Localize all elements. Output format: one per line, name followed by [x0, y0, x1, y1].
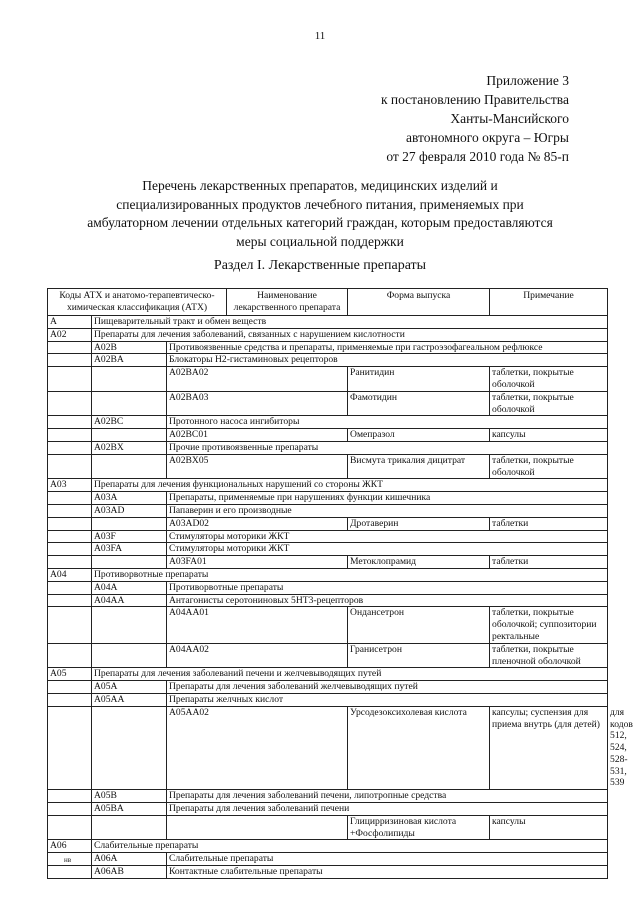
- table-row: [48, 556, 608, 569]
- indent-cell: [48, 706, 92, 790]
- atc-subgroup-code: A04AA: [92, 594, 167, 607]
- indent-cell: [48, 416, 92, 429]
- appendix-line: к постановлению Правительства: [380, 92, 569, 107]
- appendix-line: Приложение 3: [486, 73, 569, 88]
- atc-subgroup-code: A02B: [92, 341, 167, 354]
- table-row: [48, 790, 608, 803]
- header-atc: Коды АТХ и анатомо-терапевтическо-химическая классификация (АТХ): [48, 289, 227, 316]
- indent-cell: [92, 556, 167, 569]
- atc-subgroup-text: Протонного насоса ингибиторы: [167, 416, 608, 429]
- table-row: [48, 354, 608, 367]
- atc-subgroup-text: Препараты для лечения заболеваний печени: [167, 803, 608, 816]
- table-row: [48, 668, 608, 681]
- atc-subgroup-code: A02BX: [92, 441, 167, 454]
- table-row: [48, 517, 608, 530]
- table-row: [48, 504, 608, 517]
- drug-form: таблетки, покрытые оболочкой: [490, 367, 608, 392]
- atc-drug-code: A02BA03: [167, 391, 348, 416]
- drug-form: капсулы; суспензия для приема внутрь (для детей): [490, 706, 608, 790]
- indent-cell: [48, 454, 92, 479]
- header-note: Примечание: [490, 289, 608, 316]
- table-row: [48, 416, 608, 429]
- table-row: [48, 643, 608, 668]
- indent-cell: [48, 341, 92, 354]
- atc-subgroup-text: Слабительные препараты: [167, 853, 608, 866]
- table-row: [48, 367, 608, 392]
- drug-form: капсулы: [490, 815, 608, 840]
- indent-cell: [92, 607, 167, 643]
- drug-name: Метоклопрамид: [348, 556, 490, 569]
- atc-group-code: A04: [48, 568, 92, 581]
- table-row: [48, 840, 608, 853]
- indent-cell: [48, 790, 92, 803]
- atc-drug-code: A02BC01: [167, 429, 348, 442]
- table-row: [48, 341, 608, 354]
- atc-subgroup-text: Противоязвенные средства и препараты, применяемые при гастроэзофагеальном рефлюксе: [167, 341, 608, 354]
- table-row: [48, 479, 608, 492]
- indent-cell: [92, 643, 167, 668]
- table-row: [48, 594, 608, 607]
- atc-subgroup-text: Прочие противоязвенные препараты: [167, 441, 608, 454]
- drug-name: Фамотидин: [348, 391, 490, 416]
- drug-name: Висмута трикалия дицитрат: [348, 454, 490, 479]
- indent-cell: [92, 454, 167, 479]
- atc-drug-code: A04AA02: [167, 643, 348, 668]
- atc-subgroup-code: A05BA: [92, 803, 167, 816]
- indent-cell: [48, 441, 92, 454]
- atc-subgroup-code: A03AD: [92, 504, 167, 517]
- table-row: [48, 681, 608, 694]
- table-row: [48, 568, 608, 581]
- atc-subgroup-code: A06A: [92, 853, 167, 866]
- atc-group-code: A06: [48, 840, 92, 853]
- table-row: [48, 607, 608, 643]
- atc-subgroup-code: A02BC: [92, 416, 167, 429]
- atc-drug-code: A05AA02: [167, 706, 348, 790]
- atc-drug-code: A02BX05: [167, 454, 348, 479]
- table-row: [48, 693, 608, 706]
- indent-cell: [92, 706, 167, 790]
- table-row: [48, 803, 608, 816]
- page-number: 11: [314, 30, 326, 42]
- atc-group-text: Препараты для лечения функциональных нарушений со стороны ЖКТ: [92, 479, 608, 492]
- indent-cell: [92, 391, 167, 416]
- drug-name: Омепразол: [348, 429, 490, 442]
- indent-cell: [48, 429, 92, 442]
- document-title: [70, 177, 570, 251]
- atc-group-text: Препараты для лечения заболеваний печени и желчевыводящих путей: [92, 668, 608, 681]
- atc-drug-code: A03FA01: [167, 556, 348, 569]
- drug-name: Глицирризиновая кислота +Фосфолипиды: [348, 815, 490, 840]
- atc-subgroup-code: A03F: [92, 530, 167, 543]
- atc-group-text: Противорвотные препараты: [92, 568, 608, 581]
- indent-cell: [48, 643, 92, 668]
- atc-drug-code: A04AA01: [167, 607, 348, 643]
- indent-cell: [48, 681, 92, 694]
- table-body: [48, 316, 633, 879]
- atc-group-code: A: [48, 316, 92, 329]
- atc-drug-code: A03AD02: [167, 517, 348, 530]
- drug-form: таблетки: [490, 556, 608, 569]
- appendix-line: Ханты-Мансийского: [450, 111, 569, 126]
- table-row: [48, 581, 608, 594]
- indent-cell: [48, 367, 92, 392]
- drug-name: Гранисетрон: [348, 643, 490, 668]
- atc-subgroup-text: Антагонисты серотониновых 5НТ3-рецепторов: [167, 594, 608, 607]
- drug-name: Урсодезоксихолевая кислота: [348, 706, 490, 790]
- indent-cell: [48, 594, 92, 607]
- indent-cell: [48, 530, 92, 543]
- atc-group-code: A05: [48, 668, 92, 681]
- atc-subgroup-code: A04A: [92, 581, 167, 594]
- atc-subgroup-code: A02BA: [92, 354, 167, 367]
- table-row: [48, 543, 608, 556]
- atc-group-code: A03: [48, 479, 92, 492]
- indent-cell: [92, 815, 167, 840]
- appendix-line: от 27 февраля 2010 года № 85-п: [386, 149, 569, 164]
- atc-group-text: Слабительные препараты: [92, 840, 608, 853]
- atc-subgroup-text: Блокаторы Н2-гистаминовых рецепторов: [167, 354, 608, 367]
- drug-name: Дротаверин: [348, 517, 490, 530]
- drug-form: таблетки, покрытые оболочкой: [490, 391, 608, 416]
- table-row: [48, 328, 608, 341]
- header-name: Наименование лекарственного препарата: [227, 289, 348, 316]
- atc-subgroup-text: Препараты, применяемые при нарушениях функции кишечника: [167, 492, 608, 505]
- title-line: Перечень лекарственных препаратов, медицинских изделий и: [142, 178, 498, 193]
- indent-cell: [48, 866, 92, 879]
- appendix-block: [381, 71, 569, 166]
- indent-cell: [92, 517, 167, 530]
- table-row: [48, 853, 608, 866]
- table-header-row: [48, 289, 608, 316]
- indent-cell: [48, 504, 92, 517]
- indent-cell: [92, 367, 167, 392]
- drug-form: таблетки, покрытые пленочной оболочкой: [490, 643, 608, 668]
- indent-cell: [92, 429, 167, 442]
- table-row: [48, 429, 608, 442]
- drug-form: таблетки: [490, 517, 608, 530]
- atc-subgroup-code: A05B: [92, 790, 167, 803]
- drug-form: таблетки, покрытые оболочкой: [490, 454, 608, 479]
- indent-cell: [48, 543, 92, 556]
- atc-subgroup-code: A03FA: [92, 543, 167, 556]
- atc-drug-code: [167, 815, 348, 840]
- drug-form: таблетки, покрытые оболочкой; суппозитории ректальные: [490, 607, 608, 643]
- drug-form: капсулы: [490, 429, 608, 442]
- header-form: Форма выпуска: [348, 289, 490, 316]
- table-row: [48, 866, 608, 879]
- table-row: [48, 441, 608, 454]
- atc-subgroup-text: Противорвотные препараты: [167, 581, 608, 594]
- table-row: [48, 316, 608, 329]
- atc-subgroup-text: Препараты желчных кислот: [167, 693, 608, 706]
- title-line: меры социальной поддержки: [236, 233, 404, 249]
- title-line: специализированных продуктов лечебного питания, применяемых при: [116, 196, 524, 212]
- table-row: [48, 454, 608, 479]
- indent-cell: [48, 517, 92, 530]
- atc-subgroup-text: Стимуляторы моторики ЖКТ: [167, 530, 608, 543]
- atc-subgroup-text: Стимуляторы моторики ЖКТ: [167, 543, 608, 556]
- table-row: [48, 492, 608, 505]
- indent-cell: [48, 693, 92, 706]
- drug-table: [47, 288, 633, 879]
- atc-subgroup-text: Папаверин и его производные: [167, 504, 608, 517]
- indent-cell: [48, 815, 92, 840]
- indent-cell: [48, 492, 92, 505]
- atc-subgroup-text: Препараты для лечения заболеваний печени, липотропные средства: [167, 790, 608, 803]
- table-row: [48, 391, 608, 416]
- title-line: амбулаторном лечении отдельных категорий граждан, которым предоставляются: [87, 215, 553, 230]
- section-title: Раздел I. Лекарственные препараты: [213, 258, 427, 273]
- atc-subgroup-code: A05AA: [92, 693, 167, 706]
- appendix-line: автономного округа – Югры: [406, 130, 569, 145]
- indent-cell: [48, 556, 92, 569]
- indent-cell: [48, 581, 92, 594]
- indent-cell: [48, 391, 92, 416]
- atc-subgroup-code: A03A: [92, 492, 167, 505]
- atc-group-text: Пищеварительный тракт и обмен веществ: [92, 316, 608, 329]
- atc-subgroup-code: A06AB: [92, 866, 167, 879]
- atc-group-code: A02: [48, 328, 92, 341]
- indent-cell: [48, 607, 92, 643]
- indent-cell: [48, 354, 92, 367]
- table-row: A05AA02 Урсодезоксихолевая кислота капсулы; суспензия для приема внутрь (для детей) для кодов 512, 524, 528-531, 539: [48, 706, 608, 790]
- drug-name: Ондансетрон: [348, 607, 490, 643]
- table-row: [48, 530, 608, 543]
- atc-subgroup-code: A05A: [92, 681, 167, 694]
- atc-subgroup-text: Контактные слабительные препараты: [167, 866, 608, 879]
- atc-group-text: Препараты для лечения заболеваний, связанных с нарушением кислотности: [92, 328, 608, 341]
- footer-mark: нв: [64, 856, 72, 864]
- atc-drug-code: A02BA02: [167, 367, 348, 392]
- drug-name: Ранитидин: [348, 367, 490, 392]
- atc-subgroup-text: Препараты для лечения заболеваний желчевыводящих путей: [167, 681, 608, 694]
- indent-cell: [48, 803, 92, 816]
- table-row: [48, 815, 608, 840]
